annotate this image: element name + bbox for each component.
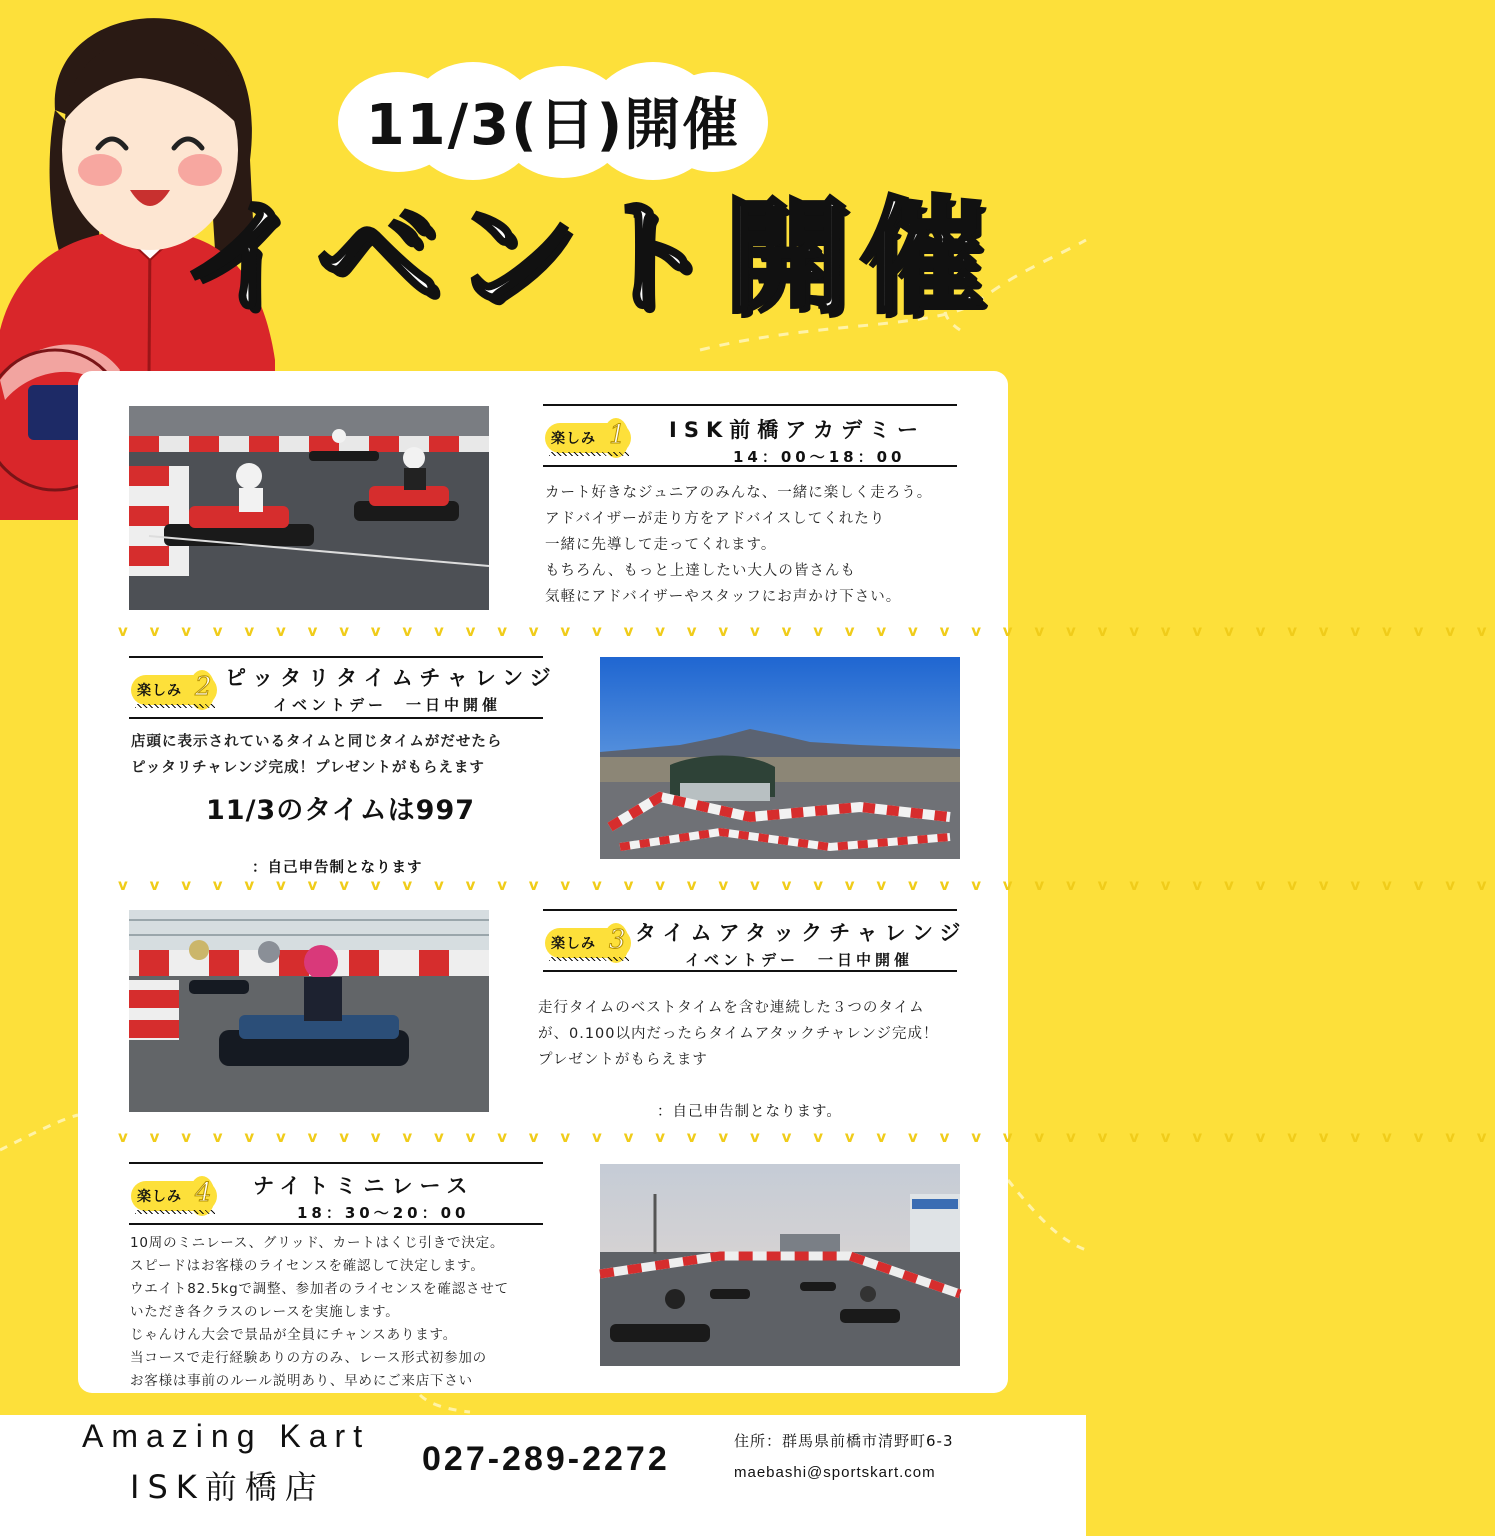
section-1-description: カート好きなジュニアのみんな、一緒に楽しく走ろう。 アドバイザーが走り方をアドバイスしてくれたり 一緒に先導して走ってくれます。 もちろん、もっと上達したい大人の皆さんも 気軽にアドバイザーやスタッフにお声かけ下さい。 xyxy=(545,485,933,605)
divider-2: v v v v v v v v v v v v v v v v v v v v v v v v v v v v v v v v v v v v v v v v v v v v xyxy=(118,876,1495,894)
section-2-schedule: イベントデー 一日中開催 xyxy=(273,696,502,714)
section-3-schedule: イベントデー 一日中開催 xyxy=(685,951,914,969)
section-1-header xyxy=(543,404,957,468)
event-date-banner xyxy=(338,62,768,180)
section-2-header xyxy=(129,656,558,720)
kart-photo-academy xyxy=(129,406,489,610)
section-4-description: 10周のミニレース、グリッド、カートはくじ引きで決定。 スピードはお客様のライセンスを確認して決定します。 ウエイト82.5kgで調整、参加者のライセンスを確認させて いただき各クラスのレースを実施します。 じゃんけん大会で景品が全員にチャンスあります。 当コースで走行経験ありの方のみ、レース形式初参加の お客様は事前のルール説明あり、早めにご来店下さい xyxy=(130,1235,509,1389)
section-2-title: ピッタリタイムチャレンジ xyxy=(225,666,558,690)
section-3-title: タイムアタックチャレンジ xyxy=(635,921,968,945)
section-4-time: 18：30〜20：00 xyxy=(297,1204,470,1222)
section-1-title: ISK前橋アカデミー xyxy=(669,418,926,442)
section-2-description: 店頭に表示されているタイムと同じタイムがだせたら ピッタリチャレンジ完成！プレゼントがもらえます xyxy=(131,734,503,776)
event-date-text: 11/3(日)開催 xyxy=(365,93,741,158)
badge-fun-4: 楽しみ 4 xyxy=(131,1178,217,1214)
section-3-description: 走行タイムのベストタイムを含む連続した３つのタイム が、0.100以内だったらタイムアタックチャレンジ完成！ プレゼントがもらえます xyxy=(538,1000,939,1068)
kart-race-photo xyxy=(129,910,489,1112)
phone-number[interactable]: 027-289-2272 xyxy=(422,1440,670,1478)
section-3-note: ：自己申告制となります。 xyxy=(657,1104,842,1120)
section-1-time: 14：00〜18：00 xyxy=(733,448,906,466)
brand-name: Amazing Kart xyxy=(82,1418,371,1454)
badge-fun-2: 楽しみ 2 xyxy=(131,672,217,708)
badge-fun-1: 楽しみ 1 xyxy=(545,420,631,456)
address: 住所：群馬県前橋市清野町6-3 xyxy=(734,1432,954,1450)
section-4-header xyxy=(129,1162,543,1226)
track-aerial-photo xyxy=(600,657,960,859)
divider-1: v v v v v v v v v v v v v v v v v v v v v v v v v v v v v v v v v v v v v v v v v v v v xyxy=(118,622,1495,640)
store-name: ISK前橋店 xyxy=(130,1468,325,1506)
email-link[interactable]: maebashi@sportskart.com xyxy=(734,1464,936,1481)
divider-3: v v v v v v v v v v v v v v v v v v v v v v v v v v v v v v v v v v v v v v v v v v v v xyxy=(118,1128,1495,1146)
event-title: イベント開催 xyxy=(180,186,997,330)
section-4-title: ナイトミニレース xyxy=(253,1174,475,1198)
night-race-photo xyxy=(600,1164,960,1366)
badge-fun-3: 楽しみ 3 xyxy=(545,925,631,961)
section-2-note: ：自己申告制となります xyxy=(252,860,423,876)
section-2-time-highlight: 11/3のタイムは997 xyxy=(206,795,476,826)
section-3-header xyxy=(543,909,968,973)
